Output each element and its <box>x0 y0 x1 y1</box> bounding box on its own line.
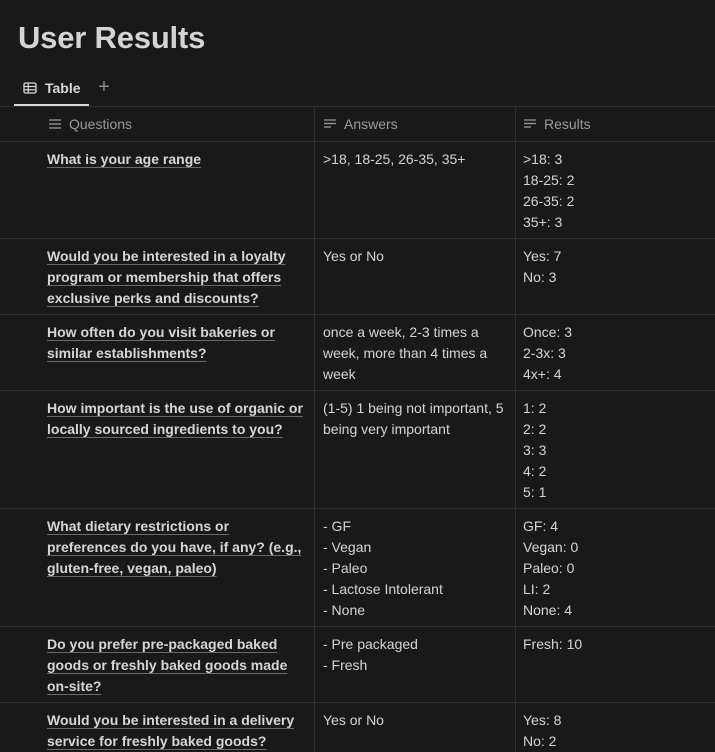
question-cell[interactable] <box>40 627 315 702</box>
results-cell[interactable]: Fresh: 10 <box>523 636 583 652</box>
answers-cell[interactable]: - GF - Vegan - Paleo - Lactose Intolerant - None <box>315 509 516 626</box>
answers-cell[interactable]: >18, 18-25, 26-35, 35+ <box>315 142 516 238</box>
question-title[interactable]: How often do you visit bakeries or similar establishments? <box>47 324 275 361</box>
row-gutter <box>0 239 40 314</box>
table-row[interactable] <box>0 703 715 752</box>
column-header-label: Answers <box>344 115 398 132</box>
results-cell[interactable]: GF: 4 Vegan: 0 Paleo: 0 LI: 2 None: 4 <box>523 518 579 618</box>
row-gutter <box>0 142 40 238</box>
row-gutter <box>0 391 40 508</box>
answers-cell[interactable]: once a week, 2-3 times a week, more than 4 times a week <box>315 315 516 390</box>
tab-table[interactable] <box>14 72 89 106</box>
add-view-plus-icon[interactable]: + <box>98 76 110 98</box>
question-title[interactable]: Would you be interested in a loyalty program or membership that offers exclusive perks and discounts? <box>47 248 286 306</box>
results-table <box>0 106 715 752</box>
table-header-row <box>0 107 715 142</box>
answers-cell[interactable]: (1-5) 1 being not important, 5 being very important <box>315 391 516 508</box>
row-gutter <box>0 627 40 702</box>
column-header-label: Results <box>544 115 591 132</box>
table-row[interactable] <box>0 509 715 627</box>
view-tabbar <box>14 72 715 106</box>
table-row[interactable] <box>0 391 715 509</box>
question-title[interactable]: How important is the use of organic or locally sourced ingredients to you? <box>47 400 303 437</box>
results-cell[interactable]: Yes: 8 No: 2 <box>523 712 562 749</box>
question-title[interactable]: Would you be interested in a delivery service for freshly baked goods? <box>47 712 295 749</box>
column-header-questions[interactable] <box>40 107 315 141</box>
table-row[interactable] <box>0 315 715 391</box>
question-cell[interactable] <box>40 391 315 508</box>
answers-cell[interactable]: Yes or No <box>315 703 516 752</box>
question-title[interactable]: What dietary restrictions or preferences do you have, if any? (e.g., gluten-free, vegan, paleo) <box>47 518 302 576</box>
results-cell[interactable]: >18: 3 18-25: 2 26-35: 2 35+: 3 <box>523 151 575 230</box>
question-cell[interactable] <box>40 703 315 752</box>
row-gutter <box>0 315 40 390</box>
column-header-results[interactable] <box>516 107 715 141</box>
question-cell[interactable] <box>40 315 315 390</box>
tab-label: Table <box>45 80 81 96</box>
table-row[interactable] <box>0 239 715 315</box>
page-title: User Results <box>18 20 206 55</box>
results-cell[interactable]: 1: 2 2: 2 3: 3 4: 2 5: 1 <box>523 400 547 500</box>
row-gutter <box>0 509 40 626</box>
text-property-icon <box>323 117 337 131</box>
question-title[interactable]: Do you prefer pre-packaged baked goods or freshly baked goods made on-site? <box>47 636 288 694</box>
question-cell[interactable] <box>40 142 315 238</box>
column-header-answers[interactable] <box>315 107 516 141</box>
question-cell[interactable] <box>40 239 315 314</box>
row-gutter <box>0 703 40 752</box>
table-row[interactable] <box>0 142 715 239</box>
answers-cell[interactable]: Yes or No <box>315 239 516 314</box>
question-title[interactable]: What is your age range <box>47 151 202 167</box>
results-cell[interactable]: Once: 3 2-3x: 3 4x+: 4 <box>523 324 573 382</box>
table-icon <box>23 81 37 95</box>
text-property-icon <box>523 117 537 131</box>
text-property-icon <box>48 117 62 131</box>
row-gutter <box>0 107 40 141</box>
results-cell[interactable]: Yes: 7 No: 3 <box>523 248 562 285</box>
answers-cell[interactable]: - Pre packaged - Fresh <box>315 627 516 702</box>
question-cell[interactable] <box>40 509 315 626</box>
column-header-label: Questions <box>69 115 133 132</box>
table-row[interactable] <box>0 627 715 703</box>
